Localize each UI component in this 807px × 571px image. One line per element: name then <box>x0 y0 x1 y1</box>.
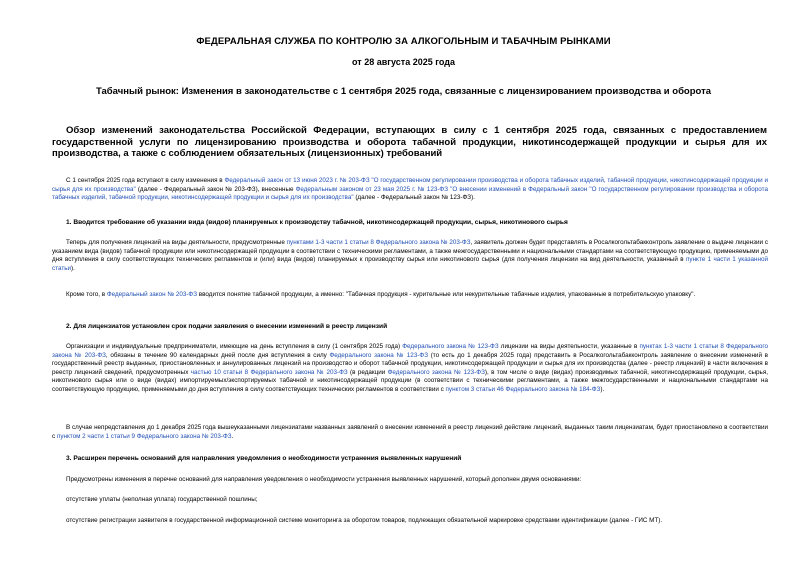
p3-text-7: ). <box>600 385 605 393</box>
p3-link-6[interactable]: пунктом 3 статьи 46 Федерального закона № 184-ФЗ <box>445 385 601 393</box>
document-date: от 28 августа 2025 года <box>352 57 455 67</box>
section-2-heading: 2. Для лицензиатов установлен срок подачи заявления о внесении изменений в реестр лицензий <box>66 323 388 330</box>
p2-text-1: Кроме того, в <box>66 291 107 298</box>
p3-text-6: ), в том числе о виде (видах) производимых табачной, никотинсодержащей продукции, сырья, никотинового сырья или о виде (видах) импортируемых/экспортируемых табачной и никотинсодержащей продукции (в соответствии с техническими регламентами, а также межгосударственными и национальными стандартами на соответствующую продукцию, применяемыми до дня вступления в силу соответствующих технических регламентов в соответствии с <box>52 368 768 393</box>
p3-text-3: , обязаны в течение 90 календарных дней после дня вступления в силу <box>105 351 330 359</box>
p3-text-2: лицензии на виды деятельности, указанные в <box>498 343 640 350</box>
p3-text-4: (то есть до 1 декабря 2025 года) представить в Росалкогольтабакконтроль заявление о внесении изменений в государственный реестр выданных, приостановленных и аннулированных лицензий на производство и оборот табачной продукции, никотинсодержащей продукции и сырья для их производства (далее - реестр лицензий) в части включения в реестр лицензий сведений, предусмотренных <box>52 351 768 376</box>
p2-link-1[interactable]: Федеральный закон № 203-ФЗ <box>106 291 198 298</box>
p3-text-1: Организации и индивидуальные предприниматели, имеющие на день вступления в силу (1 сентября 2025 года) <box>66 343 403 350</box>
p1-text-1: Теперь для получения лицензий на виды деятельности, предусмотренные <box>66 239 287 246</box>
p3-link-1[interactable]: Федерального закона № 123-ФЗ <box>402 343 499 350</box>
intro-paragraph <box>52 177 768 203</box>
section-3-paragraph-1: Предусмотрены изменения в перечне оснований для направления уведомления о необходимости устранения выявленных нарушений, который дополнен двумя основаниями: <box>66 476 582 483</box>
intro-link-law-203[interactable]: Федеральный закон от 13 июня 2023 г. № 203-ФЗ "О государственном регулировании производства и оборота табачных изделий, табачной продукции, никотинсодержащей продукции и сырья для их производства" <box>52 177 768 193</box>
section-1-paragraph-1 <box>52 239 768 273</box>
document-subtitle: Табачный рынок: Изменения в законодательстве с 1 сентября 2025 года, связанные с лицензированием производства и оборота <box>95 86 712 97</box>
p3-link-2[interactable]: пунктах 1-3 части 1 статьи 8 Федерального закона № 203-ФЗ <box>52 343 768 359</box>
p1-text-2: , заявитель должен будет представлять в Росалкогольтабакконтроль заявление о выдаче лицензии с указанием вида (видов) табачной продукции или никотинсодержащей продукции в соответствии с техническими регламентами, а также межгосударственными и национальными стандартами на соответствующую продукцию, применяемыми до дня вступления в силу соответствующих технических регламентов и (или) вида (видов) планируемых к производству сырья или никотинового сырья (для получения лицензии на вид деятельности, указанный в <box>52 239 768 264</box>
p3-link-3[interactable]: Федерального закона № 123-ФЗ <box>329 351 429 359</box>
section-3-paragraph-2: отсутствие уплаты (неполная уплата) государственной пошлины; <box>66 496 258 503</box>
p1-text-3: ). <box>71 264 75 272</box>
intro-text-3: (далее - Федеральный закон № 123-ФЗ). <box>353 194 475 202</box>
intro-link-law-123[interactable]: Федеральным законом от 23 мая 2025 г. № 123-ФЗ "О внесении изменений в Федеральный закон "О государственном регулировании производства и оборота табачных изделий, табачной продукции, никотинсодержащей продукции и сырья для их производства" <box>52 185 768 202</box>
p3-link-4[interactable]: частью 10 статьи 8 Федерального закона № 203-ФЗ <box>190 368 348 376</box>
section-2-paragraph-1 <box>52 343 768 395</box>
section-3-heading: 3. Расширен перечень оснований для направления уведомления о необходимости устранения выявленных нарушений <box>66 455 462 462</box>
p4-text-2: . <box>231 432 234 440</box>
section-2-paragraph-2 <box>52 424 768 441</box>
section-3-paragraph-3: отсутствие регистрации заявителя в государственной информационной системе мониторинга за оборотом товаров, подлежащих обязательной маркировке средствами идентификации (далее - ГИС МТ). <box>66 517 663 524</box>
intro-text-1: С 1 сентября 2025 года вступают в силу изменения в <box>66 177 225 184</box>
p1-link-2[interactable]: пункте 1 части 1 указанной статьи <box>52 256 768 272</box>
overview-heading: Обзор изменений законодательства Российской Федерации, вступающих в силу с 1 сентября 2025 года, связанных с предоставлением государственной услуги по лицензированию производства и оборота табачной продукции, никотинсодержащей продукции и сырья для их производства, а также с соблюдением обязательных (лицензионных) требований <box>52 125 767 159</box>
p2-text-2: вводится понятие табачной продукции, а именно: "Табачная продукция - курительные или некурительные табачные изделия, упакованные в потребительскую упаковку". <box>197 291 696 298</box>
p3-link-5[interactable]: Федерального закона № 123-ФЗ <box>387 368 485 376</box>
section-1-paragraph-2 <box>52 291 768 300</box>
p4-link-1[interactable]: пунктом 2 части 1 статьи 9 Федерального закона № 203-ФЗ <box>56 432 232 440</box>
p4-text-1: В случае непредставления до 1 декабря 2025 года вышеуказанными лицензиатами названных заявлений о внесении изменений в реестр лицензий действие лицензий, выданных таким лицензиатам, будет приостановлено в соответствии с <box>52 424 768 440</box>
agency-title: ФЕДЕРАЛЬНАЯ СЛУЖБА ПО КОНТРОЛЮ ЗА АЛКОГОЛЬНЫМ И ТАБАЧНЫМ РЫНКАМИ <box>196 36 611 47</box>
intro-text-2: (далее - Федеральный закон № 203-ФЗ), внесенные <box>135 185 296 193</box>
p3-text-5: (в редакции <box>347 368 388 376</box>
section-1-heading: 1. Вводится требование об указании вида (видов) планируемых к производству табачной, никотинсодержащей продукции, сырья, никотинового сырья <box>66 219 568 226</box>
p1-link-1[interactable]: пунктами 1-3 части 1 статьи 8 Федерального закона № 203-ФЗ <box>286 239 471 246</box>
